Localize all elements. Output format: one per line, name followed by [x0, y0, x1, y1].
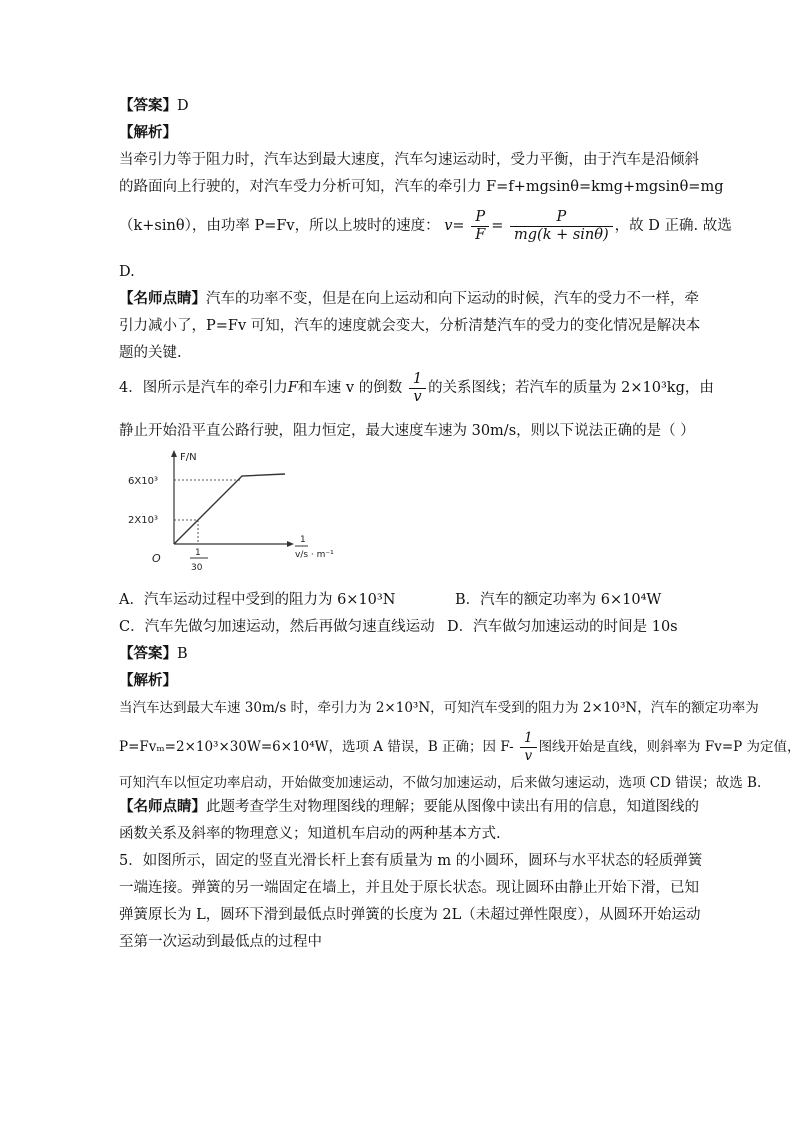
q3-analysis-line-4: D.: [119, 264, 135, 280]
q4-analysis-line-1: 当汽车达到最大车速 30m/s 时，牵引力为 2×10³N，可知汽车受到的阻力为 2×10³N，汽车的额定功率为: [119, 700, 759, 716]
q4-stem-text-a: 4．图所示是汽车的牵引力: [119, 380, 288, 396]
x-axis-numerator: 1: [300, 535, 306, 545]
eq-equals-1: =: [452, 218, 465, 234]
answer-label: 【答案】: [119, 97, 177, 114]
fraction-denominator: v: [413, 388, 422, 405]
q3-analysis-line-2: 的路面向上行驶的，对汽车受力分析可知，汽车的牵引力 F=f+mgsinθ=kmg+mgsinθ=mg: [119, 179, 724, 195]
q4-stem-line-1: [119, 370, 714, 406]
answer-value: B: [177, 646, 188, 662]
tip-text: 汽车的功率不变，但是在向上运动和向下运动的时候，汽车的受力不一样，牵: [206, 291, 699, 307]
eq-fraction-p-over-f: [471, 209, 489, 244]
tip-label: 【名师点睛】: [119, 290, 206, 307]
eq-equals-2: =: [491, 218, 504, 234]
q3-analysis-line-3: [119, 208, 732, 244]
q3-tip-line-1: [119, 289, 699, 309]
q5-stem-line-2: 一端连接。弹簧的另一端固定在墙上，并且处于原长状态。现让圆环由静止开始下滑，已知: [119, 880, 699, 896]
q4-stem-line-2: 静止开始沿平直公路行驶，阻力恒定，最大速度车速为 30m/s，则以下说法正确的是（ ）: [119, 423, 695, 439]
q4-tip-line-1: [119, 797, 699, 817]
tip-label: 【名师点睛】: [119, 798, 206, 815]
option-b: B．汽车的额定功率为 6×10⁴W: [455, 592, 662, 608]
q3-analysis-line-1: 当牵引力等于阻力时，汽车达到最大速度，汽车匀速运动时，受力平衡，由于汽车是沿倾斜: [119, 152, 699, 168]
origin-label: O: [152, 552, 161, 565]
q3-tip-line-3: 题的关键.: [119, 345, 182, 361]
x-tick-denominator: 30: [191, 563, 203, 573]
y-axis-label: F/N: [180, 452, 197, 463]
y-tick-high: 6X10³: [128, 476, 158, 487]
q4-stem-symbol-f: F: [287, 380, 298, 396]
analysis-label: 【解析】: [119, 124, 177, 141]
answer-label: 【答案】: [119, 645, 177, 662]
tip-text: 此题考查学生对物理图线的理解；要能从图像中读出有用的信息，知道图线的: [206, 799, 699, 815]
eq-fraction-p-over-mg: [510, 209, 613, 244]
q4-stem-fraction: [409, 371, 426, 406]
q5-stem-line-4: 至第一次运动到最低点的过程中: [119, 934, 322, 950]
q4-analysis-line-2: [119, 730, 801, 765]
y-axis-arrow-icon: [171, 450, 177, 457]
option-d: D．汽车做匀加速运动的时间是 10s: [447, 619, 678, 635]
eq-v: v: [444, 218, 453, 234]
option-c: C．汽车先做匀加速运动，然后再做匀速直线运动: [119, 619, 435, 635]
answer-value: D: [177, 98, 189, 114]
x-tick-numerator: 1: [195, 548, 201, 558]
q3-tip-line-2: 引力减小了，P=Fv 可知，汽车的速度就会变大，分析清楚汽车的受力的变化情况是解决本: [119, 318, 701, 334]
x-axis-arrow-icon: [287, 541, 294, 547]
q4-analysis-line-3: 可知汽车以恒定功率启动，开始做变加速运动，不做匀加速运动，后来做匀速运动，选项 CD 错误；故选 B.: [119, 775, 762, 791]
q4-analysis-fraction: [520, 730, 537, 765]
q3-analysis-line-3-post: ，故 D 正确. 故选: [614, 218, 732, 234]
y-tick-low: 2X10³: [128, 515, 158, 526]
fraction-numerator: 1: [520, 730, 537, 748]
q4-answer-line: [119, 644, 188, 664]
q4-tip-line-2: 函数关系及斜率的物理意义；知道机车启动的两种基本方式.: [119, 826, 501, 842]
fraction-numerator: 1: [409, 371, 426, 389]
eq-fraction-numerator: P: [471, 209, 489, 227]
q5-stem-line-3: 弹簧原长为 L，圆环下滑到最低点时弹簧的长度为 2L（未超过弹性限度），从圆环开始运动: [119, 907, 701, 923]
q4-analysis-line-2-post: 图线开始是直线，则斜率为 Fv=P 为定值，: [538, 739, 801, 755]
x-axis-denominator: v/s · m⁻¹: [295, 550, 334, 560]
option-a: A．汽车运动过程中受到的阻力为 6×10³N: [119, 592, 396, 608]
force-vs-inverse-velocity-graph: [128, 450, 360, 580]
eq-fraction-numerator: P: [510, 209, 613, 227]
q4-stem-text-b: 和车速 v 的倒数: [297, 380, 403, 396]
q3-analysis-line-3-pre: （k+sinθ），由功率 P=Fv，所以上坡时的速度：: [119, 218, 440, 234]
fraction-denominator: v: [524, 748, 533, 764]
q3-answer-line: [119, 96, 189, 116]
eq-fraction-denominator: mg(k + sinθ): [514, 226, 609, 243]
eq-fraction-denominator: F: [475, 226, 486, 243]
q4-stem-text-c: 的关系图线；若汽车的质量为 2×10³kg，由: [428, 380, 714, 396]
force-curve: [174, 474, 285, 544]
analysis-label: 【解析】: [119, 672, 177, 689]
q4-analysis-line-2-pre: P=Fvₘ=2×10³×30W=6×10⁴W，选项 A 错误，B 正确；因 F-: [119, 739, 514, 755]
q5-stem-line-1: 5．如图所示，固定的竖直光滑长杆上套有质量为 m 的小圆环，圆环与水平状态的轻质弹簧: [119, 853, 703, 869]
